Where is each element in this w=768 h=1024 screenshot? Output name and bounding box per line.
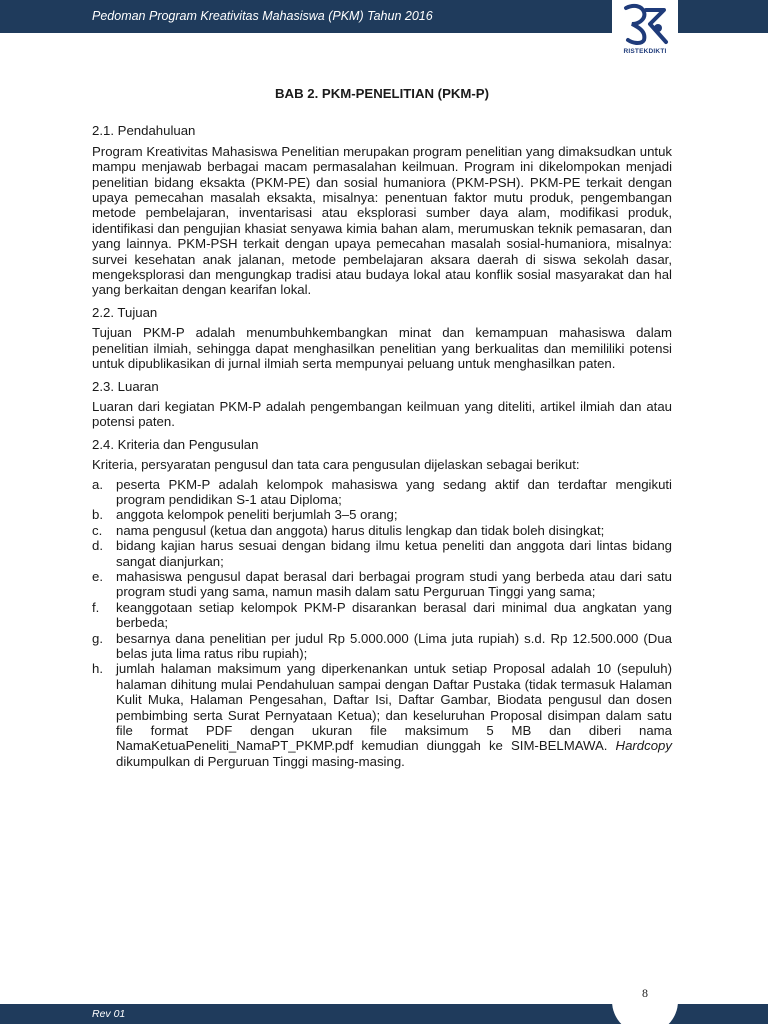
ristekdikti-logo — [612, 0, 678, 60]
list-item — [92, 538, 672, 569]
list-text: keanggotaan setiap kelompok PKM-P disarankan berasal dari minimal dua angkatan yang berbeda; — [116, 599, 672, 631]
list-text — [116, 661, 672, 769]
section-tujuan — [92, 305, 672, 372]
page-number: 8 — [642, 986, 648, 1000]
section-heading: 2.3. Luaran — [92, 378, 159, 394]
list-text: mahasiswa pengusul dapat berasal dari berbagai program studi yang berbeda atau dari satu program studi yang sama, namun masih dalam satu Perguruan Tinggi yang sama; — [116, 568, 672, 600]
list-marker: e. — [92, 568, 103, 584]
list-item — [92, 507, 672, 522]
section-pendahuluan — [92, 123, 672, 297]
list-text-part: jumlah halaman maksimum yang diperkenankan untuk setiap Proposal adalah 10 (sepuluh) halaman dihitung mulai Pendahuluan sampai dengan Daftar Pustaka (tidak termasuk Halaman Kulit Muka, Halaman Pengesahan, Daftar Isi, Daftar Gambar, Biodata pengusul dan dosen pembimbing serta Surat Pernyataan Ketua); dan keseluruhan Proposal disimpan dalam satu file format PDF dengan ukuran file maksimum 5 MB dan diberi nama NamaKetuaPeneliti_NamaPT_PKMP.pdf kemudian diunggah ke SIM-BELMAWA. — [116, 661, 672, 754]
section-paragraph: Tujuan PKM-P adalah menumbuhkembangkan minat dan kemampuan mahasiswa dalam penelitian ilmiah, sehingga dapat menghasilkan penelitian yang berkualitas dan memililiki potensi untuk dipublikasikan di jurnal ilmiah serta mempunyai peluang untuk menghasilkan paten. — [92, 325, 672, 372]
list-marker: c. — [92, 522, 103, 538]
header-title: Pedoman Program Kreativitas Mahasiswa (PKM) Tahun 2016 — [92, 9, 433, 23]
list-item — [92, 523, 672, 538]
list-text: anggota kelompok peneliti berjumlah 3–5 orang; — [116, 507, 398, 523]
section-paragraph: Program Kreativitas Mahasiswa Penelitian merupakan program penelitian yang dimaksudkan untuk mampu menjawab berbagai macam permasalahan keilmuan. Program ini dikelompokan menjadi penelitian bidang eksakta (PKM-PE) dan sosial humaniora (PKM-PSH). PKM-PE terkait dengan upaya pemecahan masalah eksakta, misalnya: penentuan faktor mutu produk, pengembangan metode pembelajaran, inventarisasi atau eksplorasi sumber daya alam, modifikasi produk, identifikasi dan pengujian khasiat senyawa kimia bahan alam, merumuskan teknik pemasaran, dan yang lainnya. PKM-PSH terkait dengan upaya pemecahan masalah sosial-humaniora, misalnya: survei kesehatan anak jalanan, metode pembelajaran aksara daerah di siswa sekolah dasar, mengeksplorasi dan mengungkap tradisi atau budaya lokal atau konflik sosial masyarakat dan hal yang berkaitan dengan kearifan lokal. — [92, 143, 672, 298]
section-heading: 2.1. Pendahuluan — [92, 123, 196, 139]
list-text: peserta PKM-P adalah kelompok mahasiswa yang sedang aktif dan terdaftar mengikuti program pendidikan S-1 atau Diploma; — [116, 476, 672, 507]
list-marker: h. — [92, 661, 103, 677]
list-text-italic: Hardcopy — [615, 738, 672, 754]
document-content — [92, 86, 672, 769]
list-item — [92, 600, 672, 631]
list-item — [92, 631, 672, 662]
section-kriteria — [92, 437, 672, 770]
list-text: nama pengusul (ketua dan anggota) harus ditulis lengkap dan tidak boleh disingkat; — [116, 522, 605, 538]
criteria-list — [92, 477, 672, 770]
section-paragraph: Kriteria, persyaratan pengusul dan tata cara pengusulan dijelaskan sebagai berikut: — [92, 457, 580, 473]
list-marker: b. — [92, 507, 103, 523]
revision-label: Rev 01 — [92, 1008, 126, 1020]
list-text: besarnya dana penelitian per judul Rp 5.000.000 (Lima juta rupiah) s.d. Rp 12.500.000 (Dua belas juta lima ratus ribu rupiah); — [116, 630, 672, 661]
logo-text: RISTEKDIKTI — [623, 48, 667, 55]
section-paragraph: Luaran dari kegiatan PKM-P adalah pengembangan keilmuan yang diteliti, artikel ilmiah dan atau potensi paten. — [92, 398, 672, 430]
section-luaran — [92, 379, 672, 430]
list-marker: a. — [92, 476, 103, 492]
list-item — [92, 661, 672, 769]
list-marker: f. — [92, 599, 100, 615]
chapter-title: BAB 2. PKM-PENELITIAN (PKM-P) — [275, 86, 489, 101]
section-heading: 2.4. Kriteria dan Pengusulan — [92, 436, 259, 452]
list-text: bidang kajian harus sesuai dengan bidang ilmu ketua peneliti dan anggota dari lintas bidang sangat dianjurkan; — [116, 538, 672, 569]
list-marker: d. — [92, 538, 103, 554]
list-marker: g. — [92, 630, 103, 646]
section-heading: 2.2. Tujuan — [92, 304, 158, 320]
list-item — [92, 569, 672, 600]
ristekdikti-logo-icon — [620, 2, 670, 48]
list-text-part: dikumpulkan di Perguruan Tinggi masing-masing. — [116, 753, 405, 769]
list-item — [92, 477, 672, 508]
